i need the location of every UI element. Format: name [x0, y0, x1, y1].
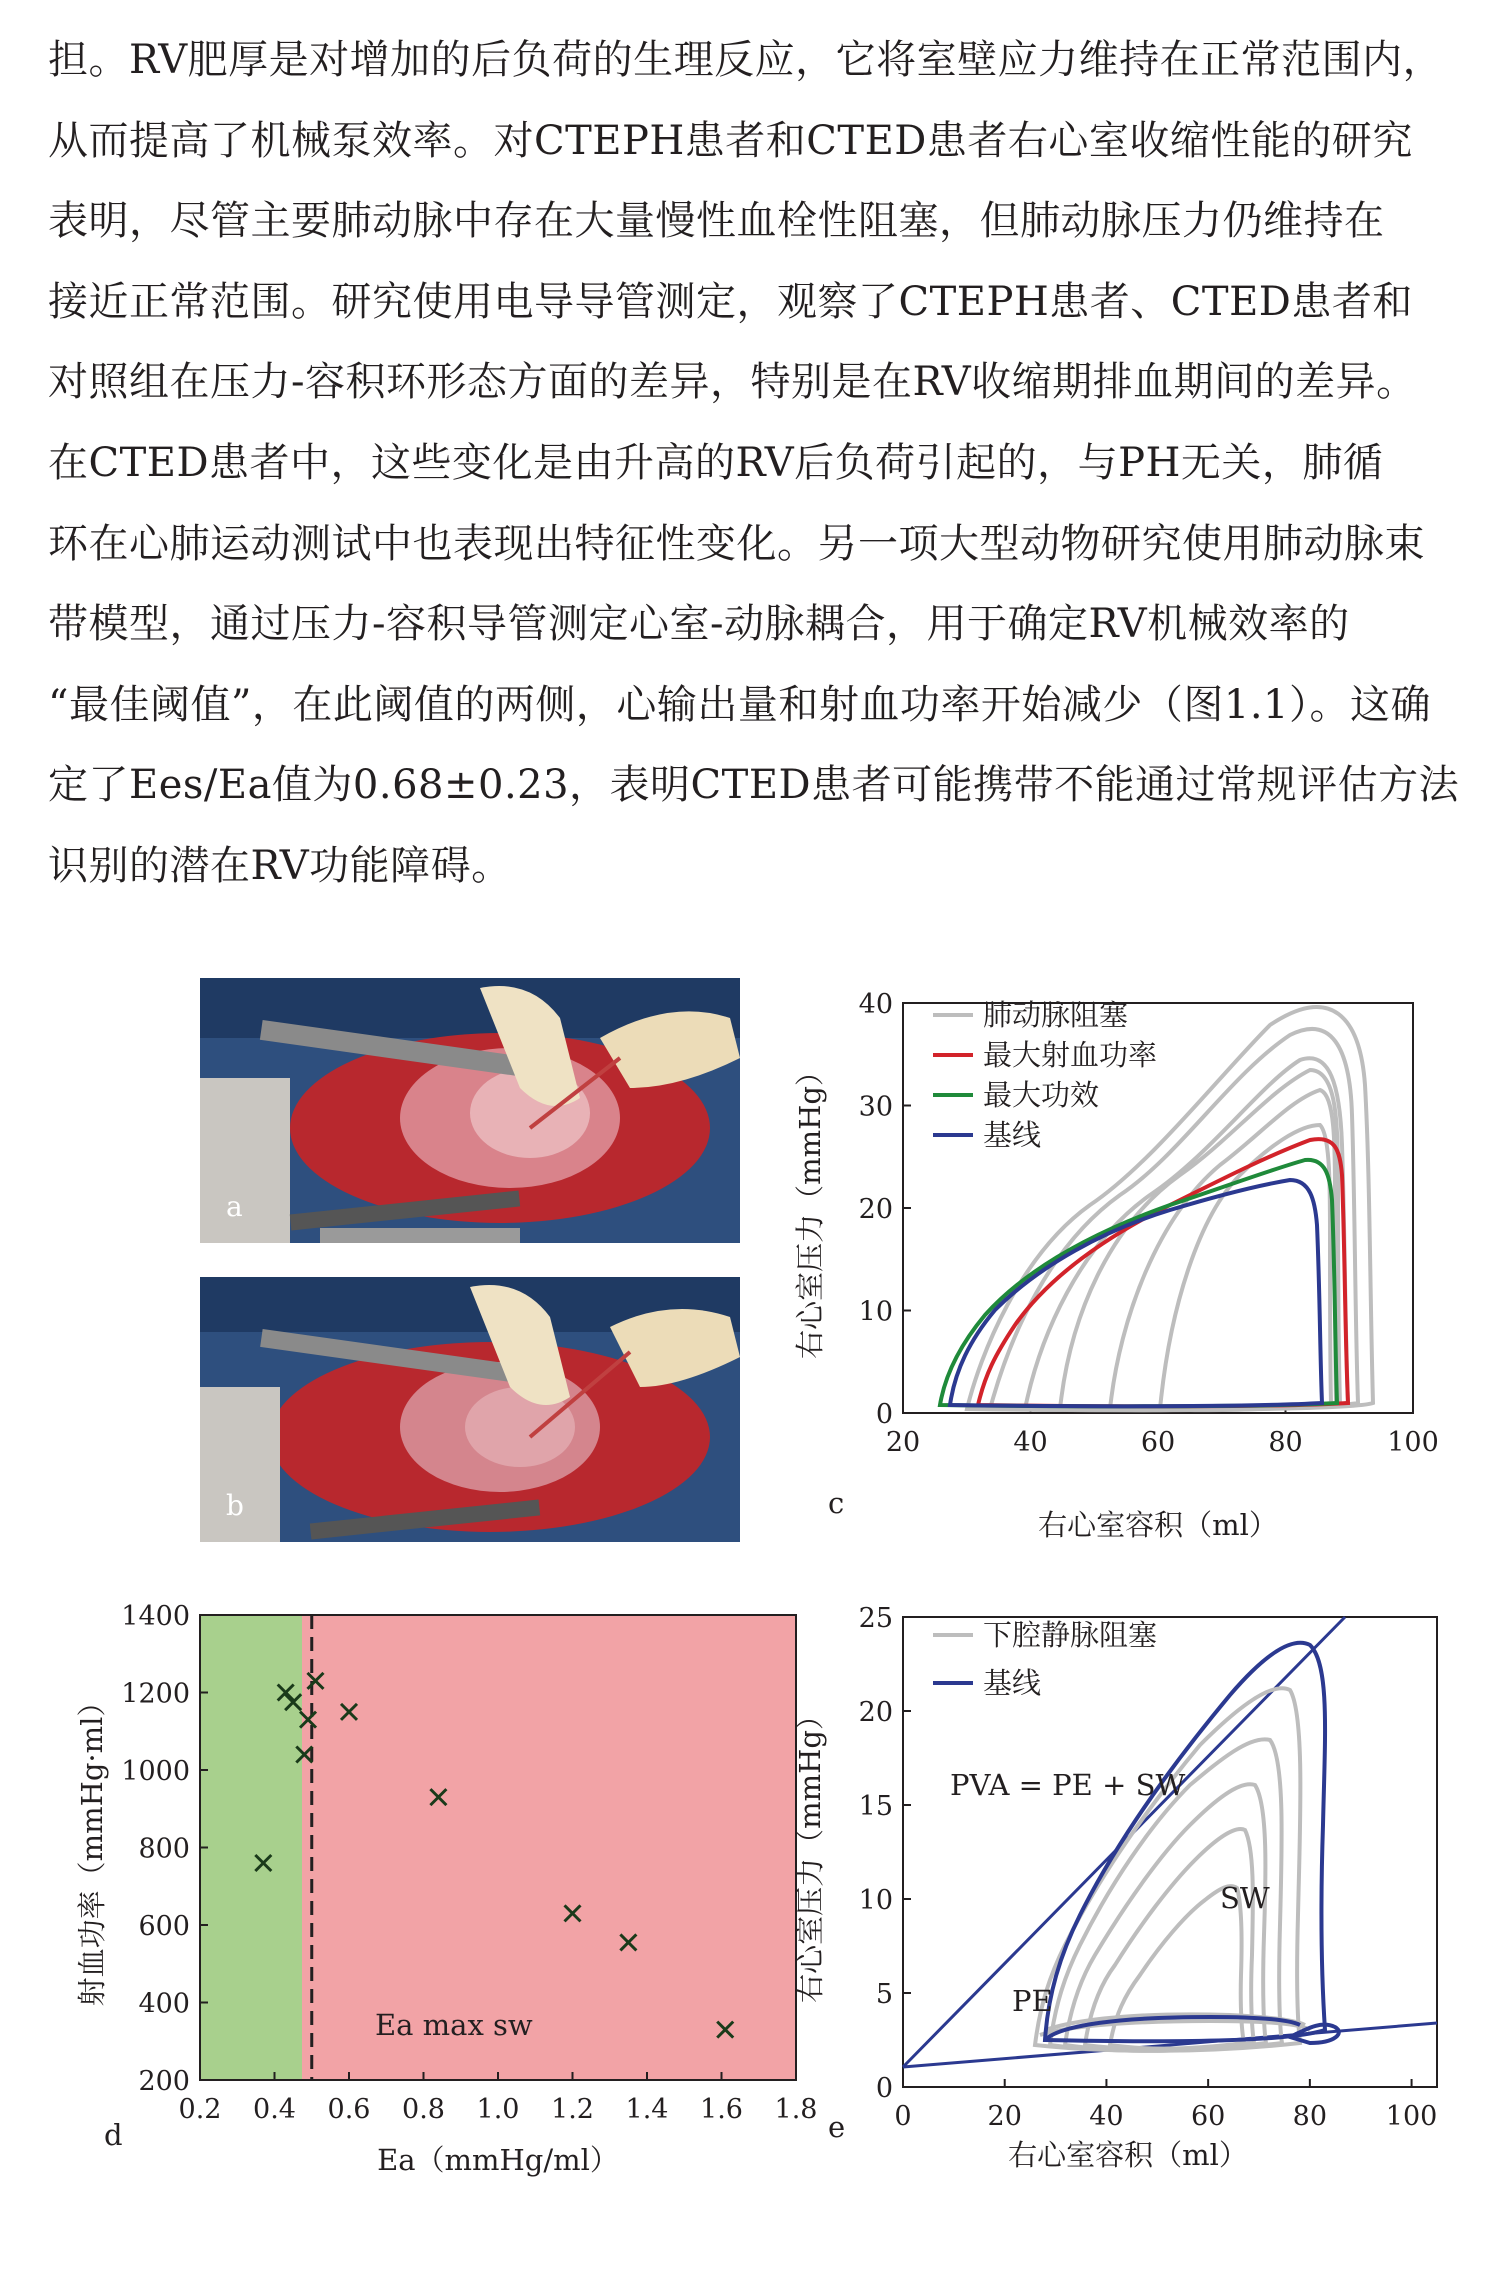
x-tick-label: 0.8 — [402, 2094, 445, 2125]
x-tick-label: 1.0 — [476, 2094, 520, 2125]
y-tick-label: 200 — [138, 2066, 190, 2097]
series-gray-loops — [1035, 1688, 1310, 2051]
x-axis-label: Ea（mmHg/ml） — [377, 2143, 619, 2177]
chart-c — [790, 975, 1460, 1565]
x-axis-label: 右心室容积（ml） — [1038, 1508, 1278, 1542]
y-tick-label: 0 — [875, 1399, 893, 1430]
y-tick-label: 400 — [138, 1988, 190, 2020]
surgical-photo-a — [200, 978, 740, 1243]
legend — [933, 998, 1157, 1152]
surgical-photo-b — [200, 1277, 740, 1542]
y-tick-label: 1200 — [121, 1678, 190, 1710]
x-tick-label: 40 — [1089, 2101, 1124, 2132]
annotation-sw: SW — [1220, 1881, 1270, 1915]
y-tick-label: 20 — [858, 1697, 893, 1728]
annotation-pva: PVA = PE + SW — [950, 1768, 1186, 1802]
body-paragraph — [48, 20, 1468, 907]
y-tick-label: 25 — [858, 1603, 893, 1634]
text-line: “最佳阈值”，在此阈值的两侧，心输出量和射血功率开始减少（图1.1）。这确 — [48, 681, 1432, 728]
y-tick-label: 10 — [858, 1885, 893, 1916]
y-tick-label: 5 — [875, 1979, 893, 2010]
series-green-loop — [940, 1160, 1337, 1406]
edpvr-line — [903, 2023, 1437, 2067]
legend-label-green: 最大功效 — [983, 1078, 1100, 1112]
y-axis-label: 射血功率（mmHg·ml） — [75, 1687, 109, 2007]
y-tick-label: 15 — [858, 1791, 893, 1822]
y-axis-label: 右心室压力（mmHg） — [793, 1057, 827, 1359]
x-tick-label: 80 — [1268, 1427, 1303, 1458]
y-axis-label: 右心室压力（mmHg） — [793, 1701, 827, 2003]
y-tick-label: 40 — [858, 989, 893, 1020]
panel-label-c: c — [828, 1486, 845, 1520]
x-tick-label: 40 — [1013, 1427, 1048, 1458]
legend — [933, 1618, 1157, 1700]
x-tick-label: 100 — [1387, 1427, 1439, 1458]
y-tick-label: 600 — [138, 1911, 190, 1942]
annotation-pe: PE — [1012, 1984, 1053, 2018]
text-line: 环在心肺运动测试中也表现出特征性变化。另一项大型动物研究使用肺动脉束 — [48, 520, 1425, 567]
panel-label-a: a — [226, 1190, 243, 1223]
legend-label-gray: 下腔静脉阻塞 — [983, 1618, 1158, 1652]
text-line: 识别的潜在RV功能障碍。 — [48, 842, 512, 889]
text-line: 从而提高了机械泵效率。对CTEPH患者和CTED患者右心室收缩性能的研究 — [48, 117, 1413, 164]
x-tick-label: 100 — [1385, 2101, 1438, 2132]
x-tick-label: 80 — [1292, 2101, 1328, 2132]
legend-label-blue: 基线 — [983, 1666, 1042, 1700]
text-line: 定了Ees/Ea值为0.68±0.23，表明CTED患者可能携带不能通过常规评估方法 — [48, 762, 1460, 809]
text-line: 对照组在压力-容积环形态方面的差异，特别是在RV收缩期排血期间的差异。 — [48, 359, 1417, 406]
x-tick-label: 60 — [1190, 2101, 1226, 2132]
text-line: 表明，尽管主要肺动脉中存在大量慢性血栓性阻塞，但肺动脉压力仍维持在 — [48, 198, 1385, 245]
y-tick-label: 0 — [875, 2073, 893, 2104]
x-tick-label: 0.4 — [253, 2094, 296, 2125]
region-green — [200, 1615, 302, 2080]
x-tick-label: 0.2 — [178, 2094, 222, 2125]
legend-label-gray: 肺动脉阻塞 — [983, 998, 1129, 1032]
panel-label-d: d — [104, 2118, 123, 2152]
y-tick-label: 1400 — [121, 1601, 190, 1632]
annotation-ea-max-sw: Ea max sw — [375, 2008, 533, 2042]
x-tick-label: 1.8 — [774, 2094, 818, 2125]
y-tick-label: 1000 — [121, 1756, 190, 1787]
x-tick-label: 20 — [885, 1427, 921, 1458]
text-line: 担。RV肥厚是对增加的后负荷的生理反应，它将室壁应力维持在正常范围内， — [48, 37, 1444, 83]
y-tick-label: 20 — [858, 1194, 893, 1225]
x-tick-label: 1.4 — [625, 2094, 669, 2125]
y-tick-label: 10 — [858, 1296, 893, 1328]
x-tick-label: 20 — [987, 2101, 1022, 2132]
text-line: 在CTED患者中，这些变化是由升高的RV后负荷引起的，与PH无关，肺循 — [48, 439, 1384, 486]
x-axis-label: 右心室容积（ml） — [1008, 2138, 1248, 2172]
y-tick-label: 800 — [138, 1833, 190, 1865]
x-tick-label: 0 — [894, 2101, 912, 2132]
x-tick-label: 1.6 — [700, 2094, 743, 2125]
x-tick-label: 0.6 — [327, 2094, 371, 2125]
x-tick-label: 1.2 — [551, 2094, 594, 2125]
chart-e — [790, 1585, 1460, 2185]
text-line: 带模型，通过压力-容积导管测定心室-动脉耦合，用于确定RV机械效率的 — [48, 601, 1350, 648]
panel-label-e: e — [828, 2110, 846, 2144]
y-tick-label: 30 — [858, 1091, 893, 1123]
legend-label-red: 最大射血功率 — [983, 1038, 1158, 1072]
text-line: 接近正常范围。研究使用电导导管测定，观察了CTEPH患者、CTED患者和 — [48, 278, 1413, 325]
panel-label-b: b — [226, 1489, 244, 1522]
legend-label-blue: 基线 — [983, 1118, 1042, 1152]
x-tick-label: 60 — [1140, 1427, 1176, 1458]
